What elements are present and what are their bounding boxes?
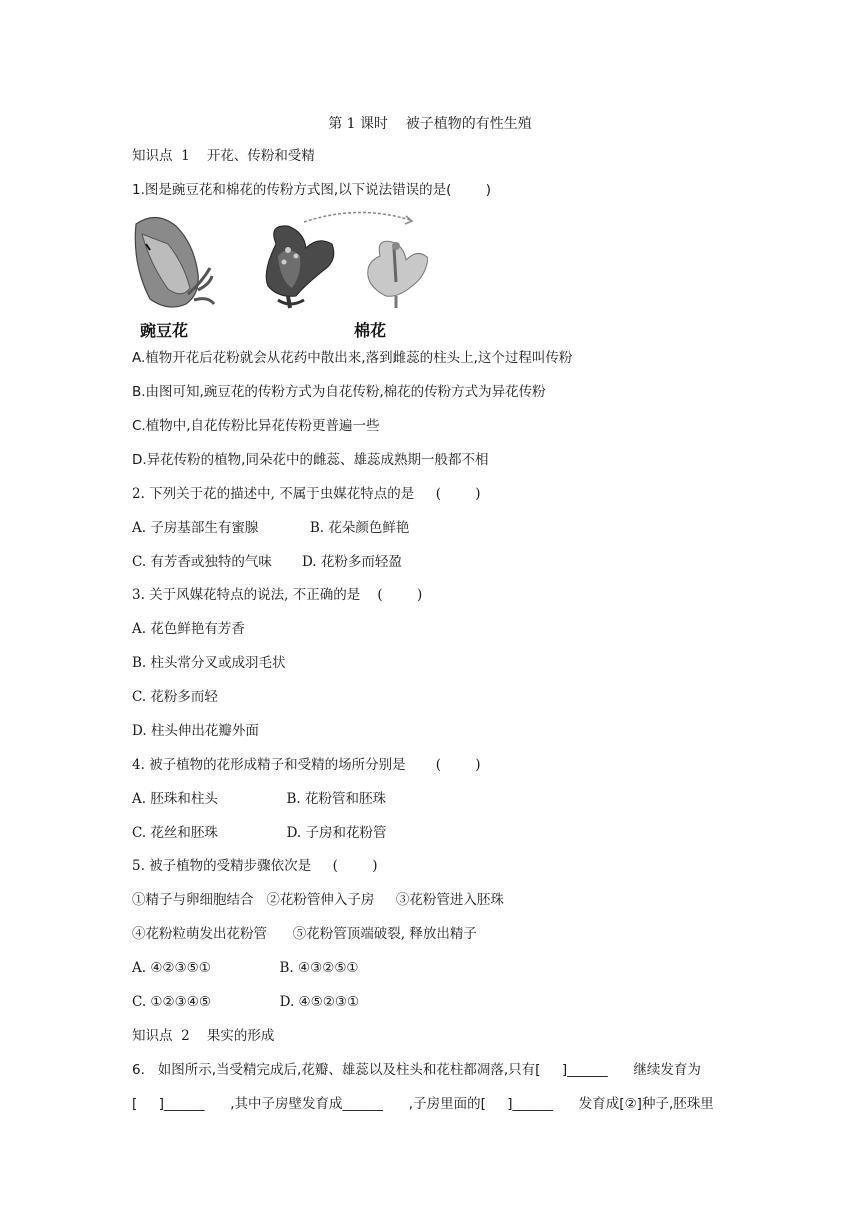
question-5-options-row-2: C. ①②③④⑤ D. ④⑤②③①: [132, 994, 360, 1010]
question-1-option-c: C.植物中,自花传粉比异花传粉更普遍一些: [132, 418, 380, 434]
section-heading-2: 知识点 2 果实的形成: [132, 1028, 275, 1044]
figure-label-cotton: 棉花: [354, 321, 387, 340]
question-4-options-row-2: C. 花丝和胚珠 D. 子房和花粉管: [132, 825, 387, 841]
question-5-steps-row-2: ④花粉粒萌发出花粉管 ⑤花粉管顶端破裂, 释放出精子: [132, 926, 477, 942]
question-6-line-1: 6. 如图所示,当受精完成后,花瓣、雄蕊以及柱头和花柱都凋落,只有[ ]______ 继续发育为: [132, 1062, 701, 1078]
question-6-line-2: [ ]______ ,其中子房壁发育成______ ,子房里面的[ ]______ 发育成[②]种子,胚珠里: [132, 1096, 714, 1112]
question-2-stem: 2. 下列关于花的描述中, 不属于虫媒花特点的是 ( ): [132, 486, 481, 502]
question-3-option-c: C. 花粉多而轻: [132, 689, 218, 705]
figure-label-pea: 豌豆花: [140, 321, 189, 340]
question-3-stem: 3. 关于风媒花特点的说法, 不正确的是 ( ): [132, 587, 423, 603]
page-title: 第 1 课时 被子植物的有性生殖: [328, 116, 532, 132]
question-1-option-a: A.植物开花后花粉就会从花药中散出来,落到雌蕊的柱头上,这个过程叫传粉: [132, 350, 573, 366]
question-5-steps-row-1: ①精子与卵细胞结合 ②花粉管伸入子房 ③花粉管进入胚珠: [132, 892, 504, 908]
pea-flower-drawing: [135, 217, 214, 307]
pollination-figure: [128, 204, 428, 340]
question-3-option-d: D. 柱头伸出花瓣外面: [132, 723, 259, 739]
question-4-options-row-1: A. 胚珠和柱头 B. 花粉管和胚珠: [132, 791, 386, 807]
question-5-stem: 5. 被子植物的受精步骤依次是 ( ): [132, 858, 378, 874]
question-1-stem: 1.图是豌豆花和棉花的传粉方式图,以下说法错误的是( ): [132, 182, 492, 198]
question-2-options-row-1: A. 子房基部生有蜜腺 B. 花朵颜色鲜艳: [132, 520, 410, 536]
question-3-option-b: B. 柱头常分叉或成羽毛状: [132, 655, 286, 671]
question-1-option-b: B.由图可知,豌豆花的传粉方式为自花传粉,棉花的传粉方式为异花传粉: [132, 384, 546, 400]
cotton-flower-drawing: [266, 212, 428, 308]
question-3-option-a: A. 花色鲜艳有芳香: [132, 621, 245, 637]
question-1-option-d: D.异花传粉的植物,同朵花中的雌蕊、雄蕊成熟期一般都不相: [132, 452, 489, 468]
question-2-options-row-2: C. 有芳香或独特的气味 D. 花粉多而轻盈: [132, 554, 402, 570]
flower-illustration: [128, 204, 428, 314]
question-5-options-row-1: A. ④②③⑤① B. ④③②⑤①: [132, 960, 359, 976]
question-4-stem: 4. 被子植物的花形成精子和受精的场所分别是 ( ): [132, 757, 481, 773]
section-heading-1: 知识点 1 开花、传粉和受精: [132, 148, 315, 164]
